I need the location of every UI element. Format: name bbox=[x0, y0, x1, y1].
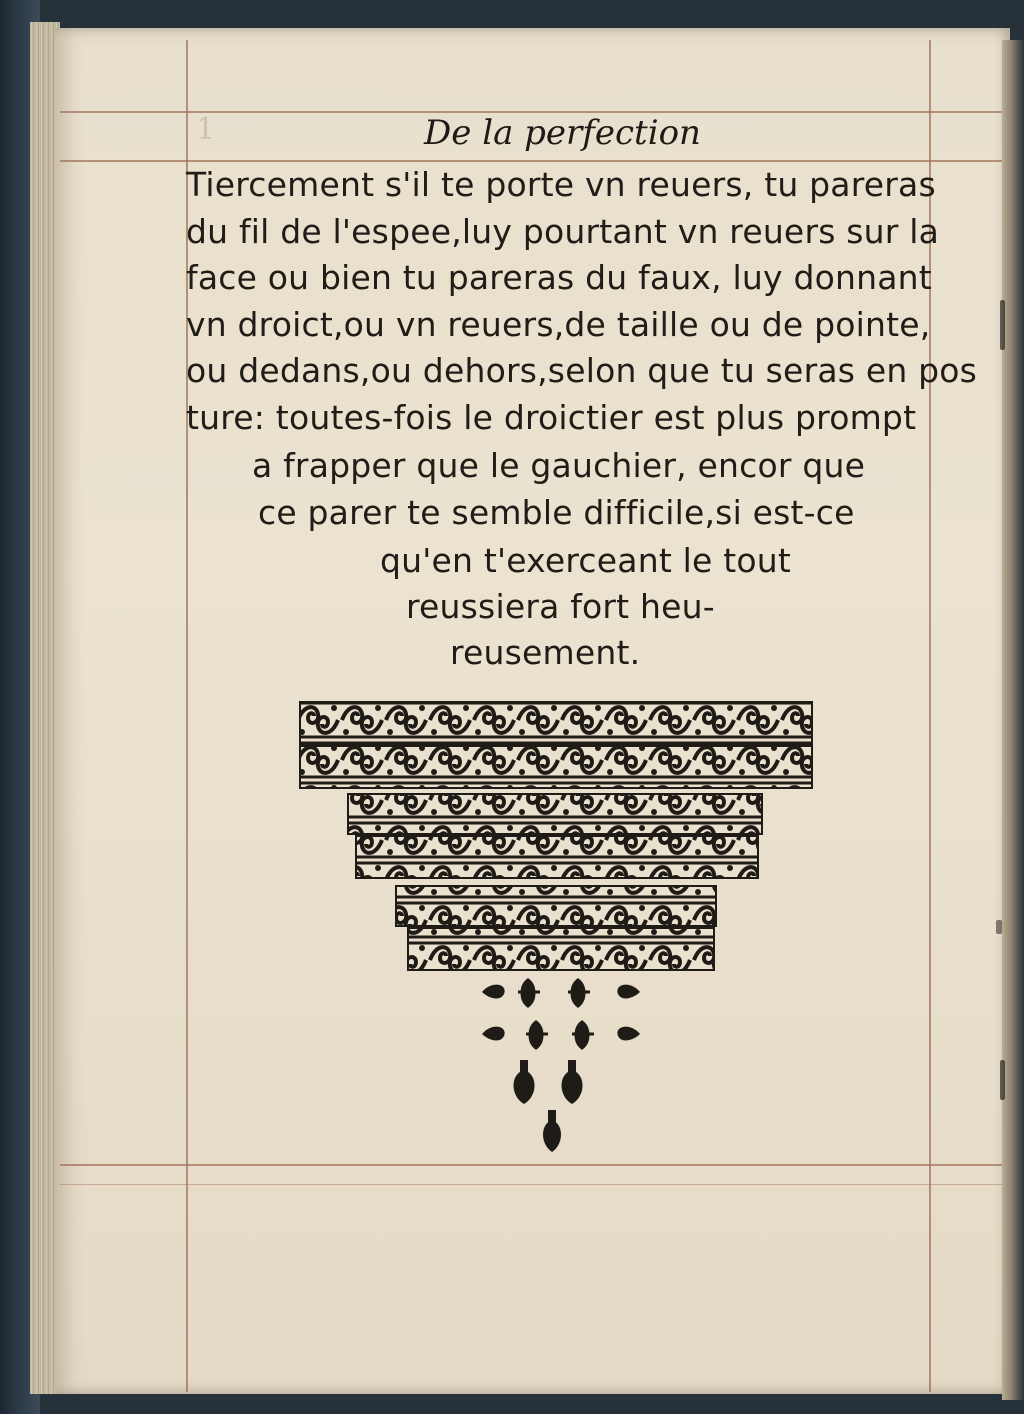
ornament-row bbox=[300, 746, 812, 788]
text-line: a frapper que le gauchier, encor que bbox=[252, 446, 866, 485]
margin-mark bbox=[1000, 300, 1005, 350]
text-line: reussiera fort heu- bbox=[406, 587, 715, 626]
text-line: ou dedans,ou dehors,selon que tu seras en pos bbox=[186, 351, 978, 390]
ornament-row bbox=[356, 836, 758, 878]
text-line: reusement. bbox=[450, 633, 641, 672]
text-line: ture: toutes-fois le droictier est plus prompt bbox=[186, 398, 917, 437]
ornament-tailpiece bbox=[296, 700, 816, 1160]
ornament-row bbox=[396, 886, 716, 926]
ornament-row bbox=[408, 928, 714, 970]
text-line: ce parer te semble difficile,si est-ce bbox=[258, 493, 855, 532]
text-line: vn droict,ou vn reuers,de taille ou de pointe, bbox=[186, 305, 931, 344]
margin-mark bbox=[1000, 1060, 1005, 1100]
page-number: 1 bbox=[196, 112, 216, 147]
text-line: face ou bien tu pareras du faux, luy donnant bbox=[186, 258, 932, 297]
margin-mark bbox=[996, 920, 1002, 934]
page-right-edge bbox=[1002, 40, 1024, 1400]
running-head: De la perfection bbox=[424, 113, 701, 153]
text-line: du fil de l'espee,luy pourtant vn reuers sur la bbox=[186, 212, 940, 251]
ornament-drop bbox=[514, 1060, 583, 1152]
margin-rule-bottom bbox=[60, 1164, 1002, 1166]
margin-rule-footer bbox=[60, 1184, 1002, 1185]
ornament-row bbox=[348, 794, 762, 834]
ornament-row bbox=[300, 702, 812, 744]
ornament-small-row bbox=[482, 980, 640, 1006]
text-line: qu'en t'exerceant le tout bbox=[380, 541, 791, 580]
ornament-small-row bbox=[482, 1022, 640, 1048]
text-line: Tiercement s'il te porte vn reuers, tu pareras bbox=[186, 165, 936, 204]
